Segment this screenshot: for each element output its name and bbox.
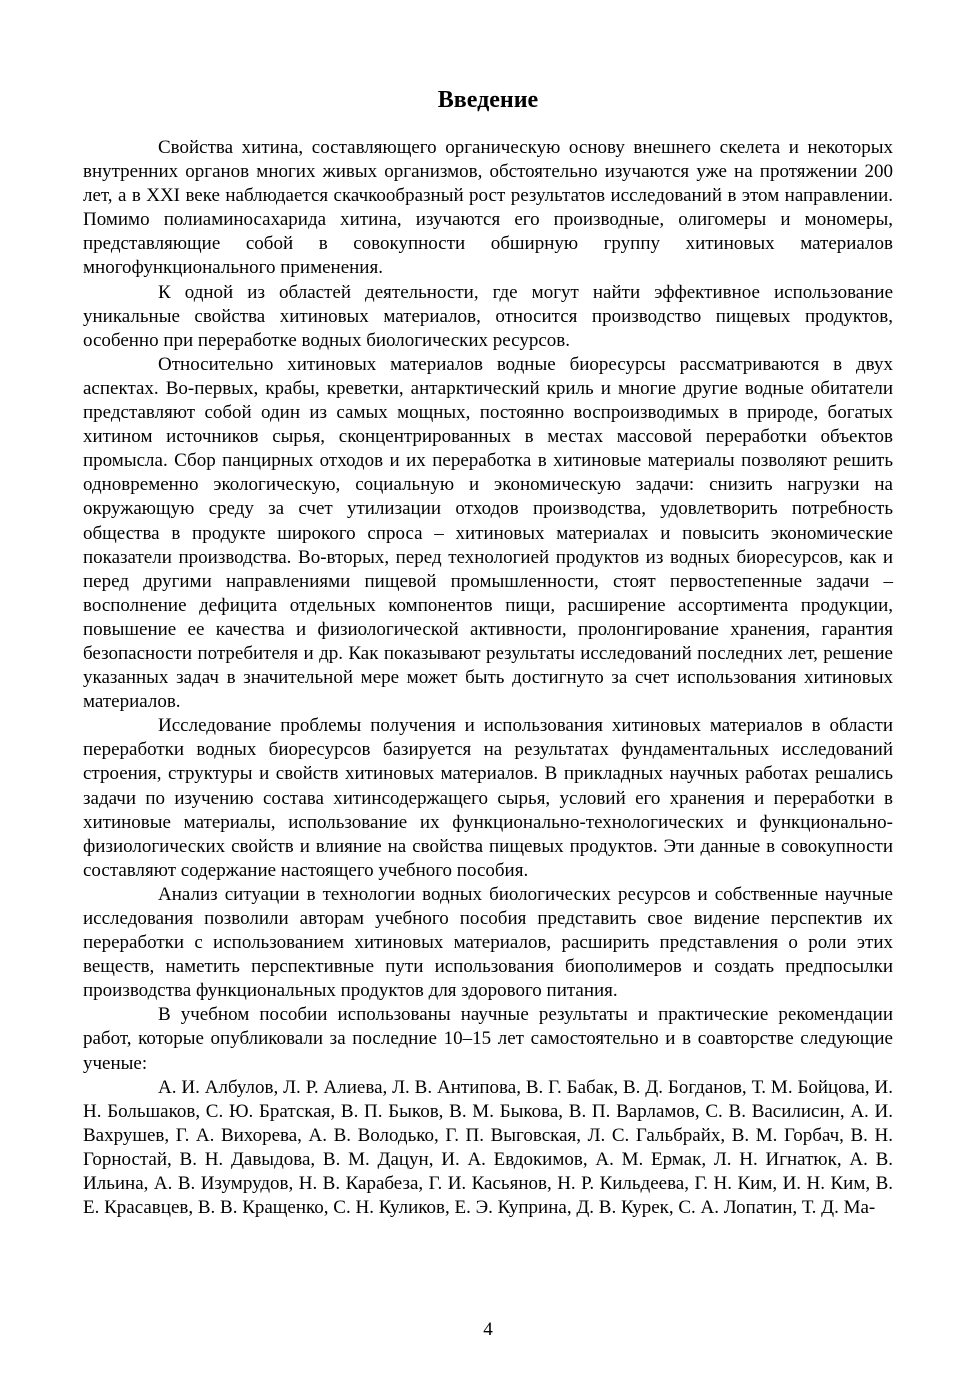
paragraph-food-production: К одной из областей деятельности, где могут найти эффективное использование уникальные свойства хитиновых материалов, относится производство пищевых продуктов, особенно при переработке водных биологических ресурсов.	[83, 281, 893, 351]
paragraph-research-problem: Исследование проблемы получения и использования хитиновых материалов в области переработки водных биоресурсов базируется на результатах фундаментальных исследований строения, структуры и свойств хитиновых материалов. В прикладных научных работах решались задачи по изучению состава хитинсодержащего сырья, условий его хранения и переработки в хитиновые материалы, использование их функционально-технологических и функционально-физиологических свойств и влияние на свойства пищевых продуктов. Эти данные в совокупности составляют содержание настоящего учебного пособия.	[83, 715, 893, 881]
paragraph-scientists-list: А. И. Албулов, Л. Р. Алиева, Л. В. Антипова, В. Г. Бабак, В. Д. Богданов, Т. М. Бойцова, И. Н. Большаков, С. Ю. Братская, В. П. Быков, В. М. Быкова, В. П. Варламов, С. В. Василисин, А. И. Вахрушев, Г. А. Вихорева, А. В. Володько, Г. П. Выговская, Л. С. Гальбрайх, В. М. Горбач, В. Н. Горностай, В. Н. Давыдова, В. М. Дацун, И. А. Евдокимов, А. М. Ермак, Л. Н. Игнатюк, А. В. Ильина, А. В. Изумрудов, Н. В. Карабеза, Г. И. Касьянов, Н. Р. Кильдеева, Г. Н. Ким, И. Н. Ким, В. Е. Красавцев, В. В. Кращенко, С. Н. Куликов, Е. Э. Куприна, Д. В. Курек, С. А. Лопатин, Т. Д. Ма-	[83, 1076, 893, 1219]
document-page	[83, 84, 893, 1220]
paragraph-intro-chitin: Свойства хитина, составляющего органическую основу внешнего скелета и некоторых внутренних органов многих живых организмов, обстоятельно изучаются уже на протяжении 200 лет, а в XXI веке наблюдается скачкообразный рост результатов исследований в этом направлении. Помимо полиаминосахарида хитина, изучаются его производные, олигомеры и мономеры, представляющие собой в совокупности обширную группу хитиновых материалов многофункционального применения.	[83, 137, 893, 279]
paragraph-bioresources-aspects: Относительно хитиновых материалов водные биоресурсы рассматриваются в двух аспектах. Во-первых, крабы, креветки, антарктический криль и многие другие водные обитатели представляют собой один из самых мощных, постоянно воспроизводимых в природе, богатых хитином источников сырья, сконцентрированных в местах массовой переработки объектов промысла. Сбор панцирных отходов и их переработка в хитиновые материалы позволяют решить одновременно экологическую, социальную и экономическую задачи: снизить нагрузки на окружающую среду за счет утилизации отходов производства, удовлетворить потребность общества в продукте широкого спроса – хитиновых материалах и повысить экономические показатели производства. Во-вторых, перед технологией продуктов из водных биоресурсов, как и перед другими направлениями пищевой промышленности, стоят первостепенные задачи – восполнение дефицита отдельных компонентов пищи, расширение ассортимента продукции, повышение ее качества и физиологической активности, пролонгирование хранения, гарантия безопасности потребителя и др. Как показывают результаты исследований последних лет, решение указанных задач в значительной мере может быть достигнуто за счет использования хитиновых материалов.	[83, 353, 893, 713]
page-number: 4	[483, 1319, 493, 1340]
page-title: Введение	[437, 87, 539, 113]
paragraph-scientists-intro: В учебном пособии использованы научные результаты и практические рекомендации работ, которые опубликовали за последние 10–15 лет самостоятельно и в соавторстве следующие ученые:	[83, 1004, 893, 1074]
paragraph-analysis: Анализ ситуации в технологии водных биологических ресурсов и собственные научные исследования позволили авторам учебного пособия представить свое видение перспектив их переработки с использованием хитиновых материалов, расширить представления о роли этих веществ, наметить перспективные пути использования биополимеров и создать предпосылки производства функциональных продуктов для здорового питания.	[83, 883, 893, 1002]
